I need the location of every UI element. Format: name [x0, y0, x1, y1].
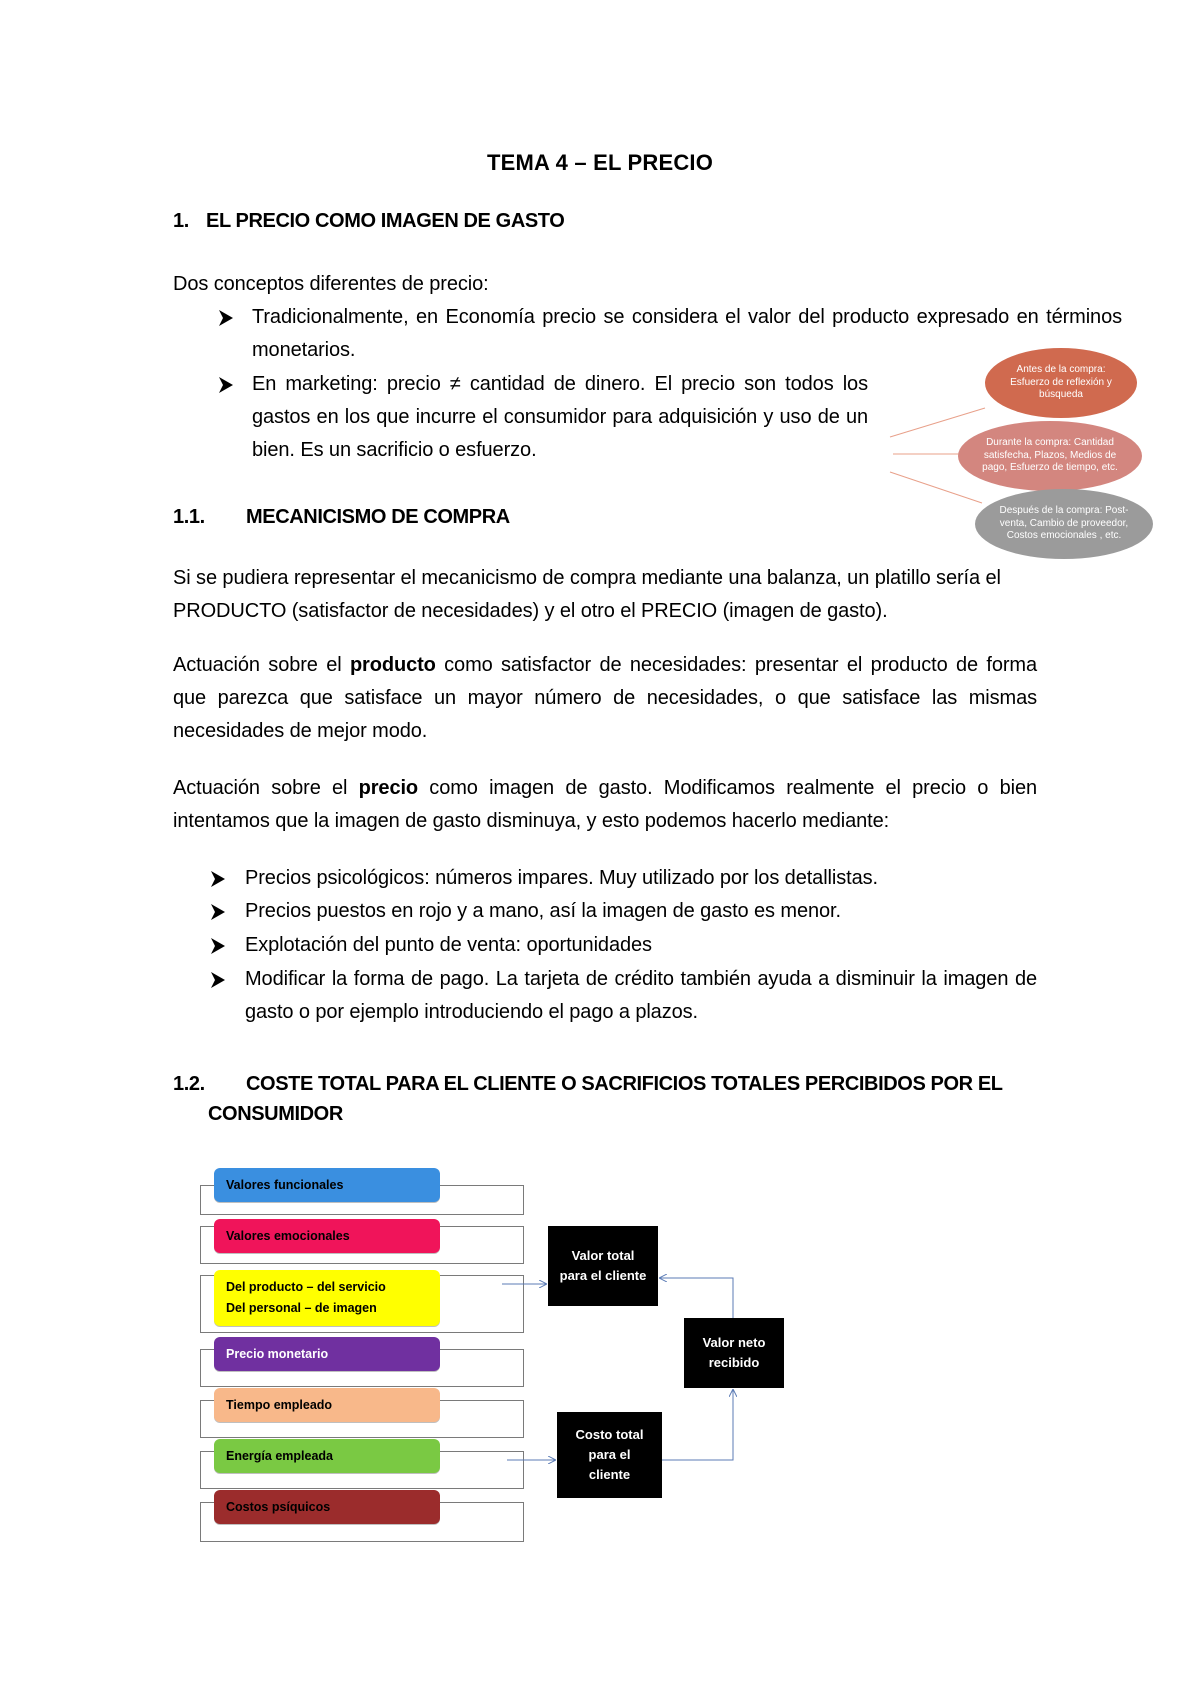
box-costo-total: Costo total para el cliente	[557, 1412, 662, 1498]
pill-costos-psiquicos: Costos psíquicos	[214, 1490, 440, 1524]
box-valor-total: Valor total para el cliente	[548, 1226, 658, 1306]
section-title-line1: COSTE TOTAL PARA EL CLIENTE O SACRIFICIOS TOTALES PERCIBIDOS POR EL	[246, 1073, 1003, 1095]
list-item: Precios psicológicos: números impares. Muy utilizado por los detallistas.	[245, 867, 878, 889]
paragraph-producto: Actuación sobre el producto como satisfactor de necesidades: presentar el producto de forma que parezca que satisface un mayor número de necesidades, o que satisface las mismas necesidades de mejor modo.	[173, 654, 1038, 742]
section-number: 1.1.	[173, 506, 205, 528]
pill-precio-monetario: Precio monetario	[214, 1337, 440, 1371]
intro-text: Dos conceptos diferentes de precio:	[173, 273, 489, 295]
paragraph-precio: Actuación sobre el precio como imagen de gasto. Modificamos realmente el precio o bien intentamos que la imagen de gasto disminuya, y esto podemos hacerlo mediante:	[173, 777, 1037, 832]
pill-tiempo-empleado: Tiempo empleado	[214, 1388, 440, 1422]
bullet-marketing: En marketing: precio ≠ cantidad de dinero. El precio son todos los gastos en los que incurre el consumidor para adquisición y uso de un bien. Es un sacrificio o esfuerzo.	[252, 373, 868, 461]
section-title: MECANICISMO DE COMPRA	[246, 506, 510, 528]
pill-valores-emocionales: Valores emocionales	[214, 1219, 440, 1253]
pill-energia-empleada: Energía empleada	[214, 1439, 440, 1473]
oval-after-purchase: Después de la compra: Post-venta, Cambio de proveedor, Costos emocionales , etc.	[975, 489, 1153, 559]
list-item: Precios puestos en rojo y a mano, así la imagen de gasto es menor.	[245, 900, 841, 922]
bold-precio: precio	[358, 777, 419, 799]
section-title: EL PRECIO COMO IMAGEN DE GASTO	[206, 210, 565, 232]
bullet-traditional: Tradicionalmente, en Economía precio se considera el valor del producto expresado en términos monetarios.	[252, 306, 1122, 361]
bold-producto: producto	[349, 654, 436, 676]
list-item: Modificar la forma de pago. La tarjeta de crédito también ayuda a disminuir la imagen de gasto o por ejemplo introduciendo el pago a plazos.	[245, 968, 1037, 1023]
oval-during-purchase: Durante la compra: Cantidad satisfecha, Plazos, Medios de pago, Esfuerzo de tiempo, etc.	[958, 421, 1142, 491]
oval-before-purchase: Antes de la compra: Esfuerzo de reflexión y búsqueda	[985, 348, 1137, 418]
section-number: 1.2.	[173, 1073, 205, 1095]
list-item: Explotación del punto de venta: oportunidades	[245, 934, 652, 956]
section-title-line2: CONSUMIDOR	[208, 1103, 343, 1125]
pill-valores-funcionales: Valores funcionales	[214, 1168, 440, 1202]
page-title: TEMA 4 – EL PRECIO	[486, 150, 714, 175]
box-valor-neto: Valor neto recibido	[684, 1318, 784, 1388]
paragraph-balanza: Si se pudiera representar el mecanicismo de compra mediante una balanza, un platillo sería el PRODUCTO (satisfactor de necesidades) y el otro el PRECIO (imagen de gasto).	[173, 567, 1001, 622]
pill-producto-personal: Del producto – del servicio Del personal – de imagen	[214, 1270, 440, 1326]
section-number: 1.	[173, 210, 189, 232]
